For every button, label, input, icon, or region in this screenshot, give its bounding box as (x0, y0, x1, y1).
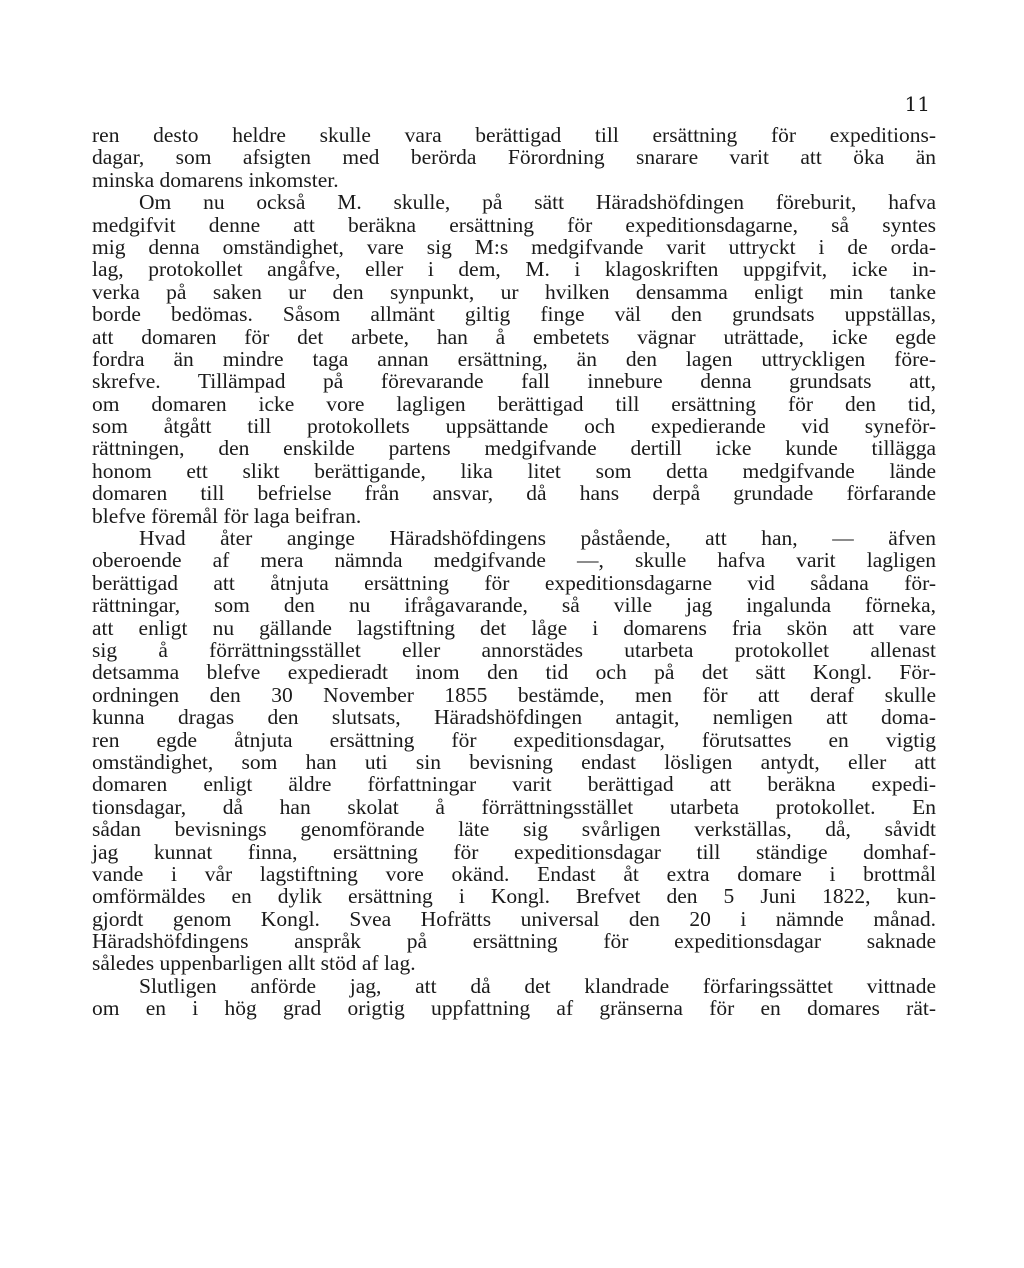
text-line: kunna dragas den slutsats, Häradshöfdingen antagit, nemligen att doma- (92, 705, 936, 730)
text-line: att domaren för det arbete, han å embetets vägnar uträttade, icke egde (92, 324, 936, 349)
text-line: gjordt genom Kongl. Svea Hofrätts universal den 20 i nämnde månad. (92, 906, 936, 931)
text-line: som åtgått till protokollets uppsättande och expedierande vid syneför- (92, 414, 936, 439)
text-line: ordningen den 30 November 1855 bestämde, men för att deraf skulle (92, 682, 936, 707)
text-line: medgifvit denne att beräkna ersättning för expeditionsdagarne, så syntes (92, 212, 936, 237)
text-line: berättigad att åtnjuta ersättning för expeditionsdagarne vid sådana för- (92, 570, 936, 595)
text-line: jag kunnat finna, ersättning för expeditionsdagar till ständige domhaf- (92, 839, 936, 864)
text-line: dagar, som afsigten med berörda Förordning snarare varit att öka än (92, 145, 936, 170)
text-line: rättningar, som den nu ifrågavarande, så ville jag ingalunda förneka, (92, 593, 936, 618)
text-line: detsamma blefve expedieradt inom den tid och på det sätt Kongl. För- (92, 660, 936, 685)
text-line: Om nu också M. skulle, på sätt Häradshöfdingen föreburit, hafva (139, 190, 936, 215)
text-line: att enligt nu gällande lagstiftning det låge i domarens fria skön att vare (92, 615, 936, 640)
text-line: fordra än mindre taga annan ersättning, än den lagen uttryckligen före- (92, 346, 936, 371)
text-line: om domaren icke vore lagligen berättigad till ersättning för den tid, (92, 391, 936, 416)
text-line: vande i vår lagstiftning vore okänd. Endast åt extra domare i brottmål (92, 861, 936, 886)
text-line: honom ett slikt berättigande, lika litet som detta medgifvande lände (92, 458, 936, 483)
text-line: omförmäldes en dylik ersättning i Kongl. Brefvet den 5 Juni 1822, kun- (92, 884, 936, 909)
text-line: omständighet, som han uti sin bevisning endast lösligen antydt, eller att (92, 749, 936, 774)
page-number: 11 (904, 92, 930, 116)
text-line: mig denna omständighet, vare sig M:s medgifvande varit uttryckt i de orda- (92, 234, 936, 259)
text-line: borde bedömas. Såsom allmänt giltig finge väl den grundsats uppställas, (92, 302, 936, 327)
text-line: domaren till befrielse från ansvar, då hans derpå grundade förfarande (92, 481, 936, 506)
text-line: skrefve. Tillämpad på förevarande fall innebure denna grundsats att, (92, 369, 936, 394)
text-line: om en i hög grad origtig uppfattning af gränserna för en domares rät- (92, 996, 936, 1021)
text-line: sådan bevisnings genomförande läte sig svårligen verkställas, då, såvidt (92, 817, 936, 842)
text-line: lag, protokollet angåfve, eller i dem, M. i klagoskriften uppgifvit, icke in- (92, 257, 936, 282)
text-line: blefve föremål för laga beifran. (92, 503, 362, 528)
text-line: ren egde åtnjuta ersättning för expeditionsdagar, förutsattes en vigtig (92, 727, 936, 752)
text-line: rättningen, den enskilde partens medgifvande dertill icke kunde tillägga (92, 436, 936, 461)
text-line: Häradshöfdingens anspråk på ersättning för expeditionsdagar saknade (92, 929, 936, 954)
text-line: således uppenbarligen allt stöd af lag. (92, 951, 416, 976)
text-line: ren desto heldre skulle vara berättigad till ersättning för expeditions- (92, 123, 936, 147)
text-line: sig å förrättningsstället eller annorstädes utarbeta protokollet allenast (92, 637, 936, 662)
text-line: minska domarens inkomster. (92, 167, 339, 192)
text-line: tionsdagar, då han skolat å förrättningsstället utarbeta protokollet. En (92, 794, 936, 819)
text-line: verka på saken ur den synpunkt, ur hvilken densamma enligt min tanke (92, 279, 936, 304)
text-line: Hvad åter anginge Häradshöfdingens påstående, att han, — äfven (139, 526, 936, 551)
text-line: domaren enligt äldre författningar varit berättigad att beräkna expedi- (92, 772, 936, 797)
body-text (92, 124, 936, 1020)
text-line: oberoende af mera nämnda medgifvande —, skulle hafva varit lagligen (92, 548, 936, 573)
text-line: Slutligen anförde jag, att då det klandrade förfaringssättet vittnade (139, 973, 936, 998)
